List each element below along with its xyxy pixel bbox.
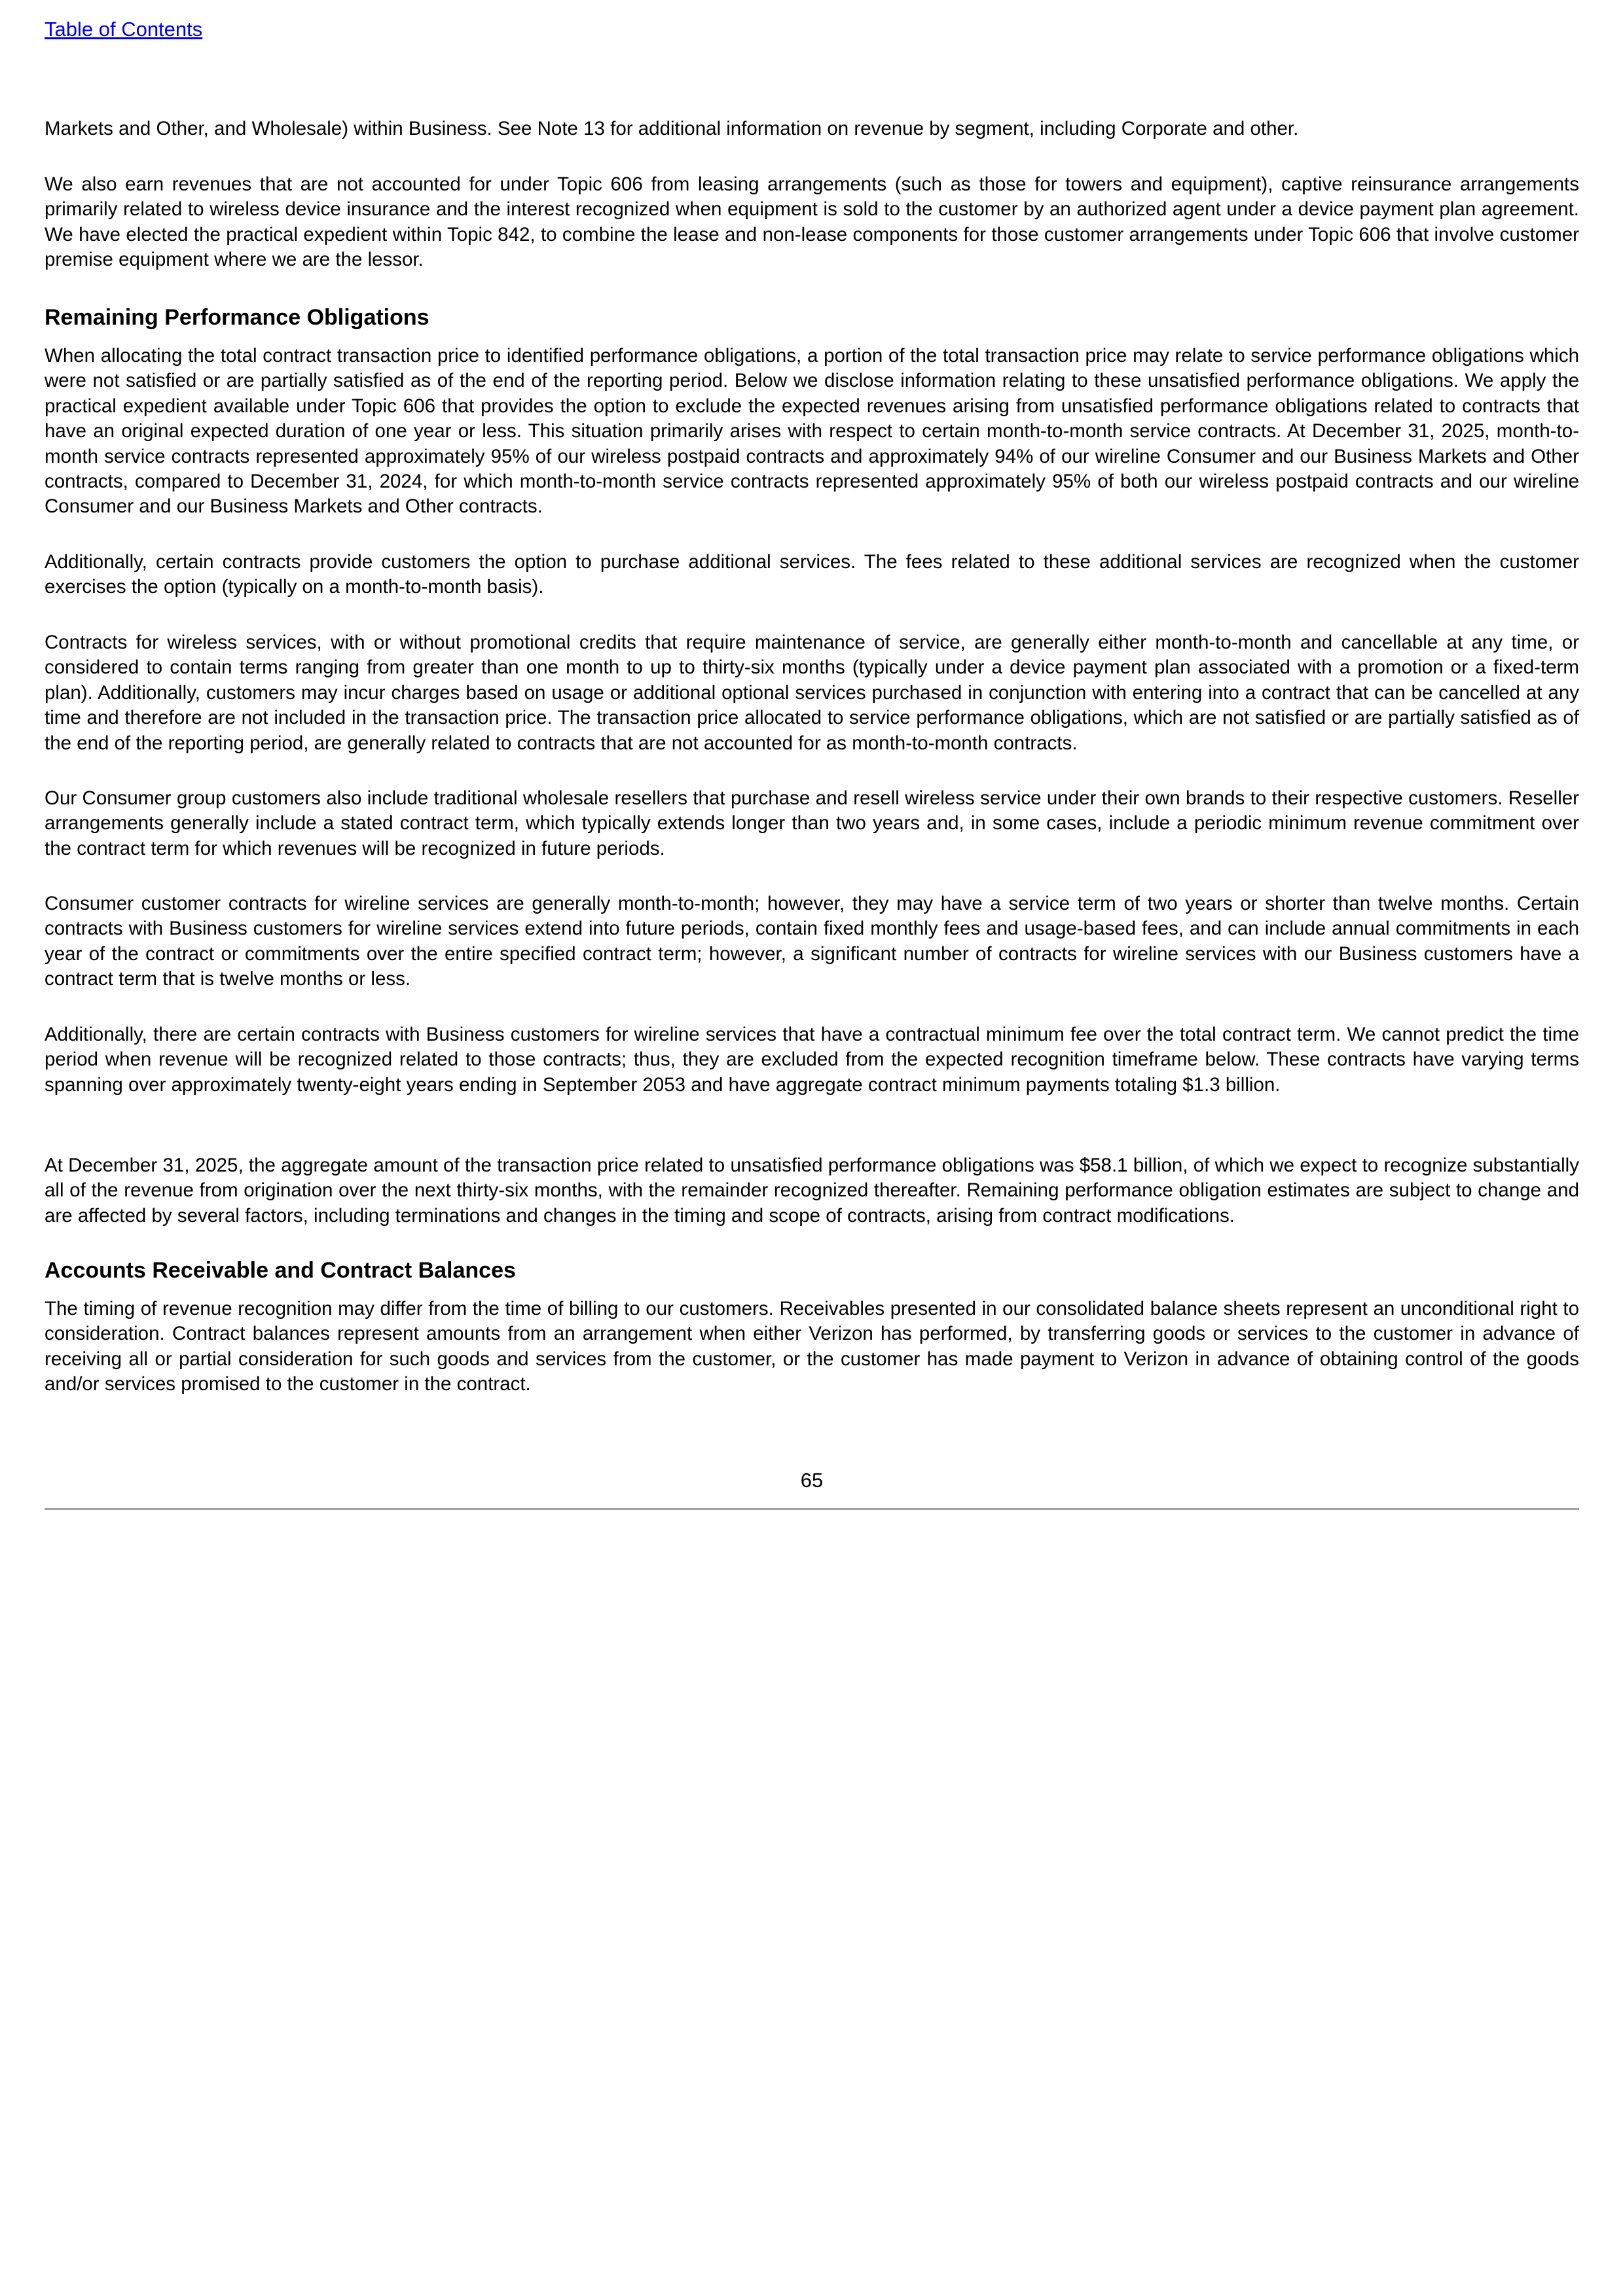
paragraph-non-topic-606-revenue: We also earn revenues that are not accounted for under Topic 606 from leasing arrangements (such as those for towers and equipment), captive reinsurance arrangements primarily related to wireless device insurance and the interest recognized when equipment is sold to the customer by an authorized agent under a device payment plan agreement. We have elected the practical expedient within Topic 842, to combine the lease and non-lease components for those customer arrangements under Topic 606 that involve customer premise equipment where we are the lessor. <box>45 173 1579 271</box>
paragraph-revenue-recognition-timing: The timing of revenue recognition may differ from the time of billing to our customers. Receivables presented in our consolidated balance sheets represent an unconditional right to consideration. Contract balances represent amounts from an arrangement when either Verizon has performed, by transferring goods or services to the customer in advance of receiving all or partial consideration for such goods and services from the customer, or the customer has made payment to Verizon in advance of obtaining control of the goods and/or services promised to the customer in the contract. <box>45 1298 1579 1395</box>
paragraph-aggregate-transaction-price: At December 31, 2025, the aggregate amount of the transaction price related to unsatisfied performance obligations was $58.1 billion, of which we expect to recognize substantially all of the revenue from origination over the next thirty-six months, with the remainder recognized thereafter. Remaining performance obligation estimates are subject to change and are affected by several factors, including terminations and changes in the timing and scope of contracts, arising from contract modifications. <box>45 1155 1579 1227</box>
paragraph-consumer-resellers: Our Consumer group customers also include traditional wholesale resellers that purchase and resell wireless service under their own brands to their respective customers. Reseller arrangements generally include a stated contract term, which typically extends longer than two years and, in some cases, include a periodic minimum revenue commitment over the contract term for which revenues will be recognized in future periods. <box>45 787 1579 859</box>
paragraph-wireline-contracts: Consumer customer contracts for wireline services are generally month-to-month; however, they may have a service term of two years or shorter than twelve months. Certain contracts with Business customers for wireline services extend into future periods, contain fixed monthly fees and usage-based fees, and can include annual commitments in each year of the contract or commitments over the entire specified contract term; however, a significant number of contracts for wireline services with our Business customers have a contract term that is twelve months or less. <box>45 893 1579 990</box>
table-of-contents-link[interactable]: Table of Contents <box>45 18 203 41</box>
paragraph-wireless-contracts: Contracts for wireless services, with or without promotional credits that require maintenance of service, are generally either month-to-month and cancellable at any time, or considered to contain terms ranging from greater than one month to up to thirty-six months (typically under a device payment plan associated with a promotion or a fixed-term plan). Additionally, customers may incur charges based on usage or additional optional services purchased in conjunction with entering into a contract that can be cancelled at any time and therefore are not included in the transaction price. The transaction price allocated to service performance obligations, which are not satisfied or are partially satisfied as of the end of the reporting period, are generally related to contracts that are not accounted for as month-to-month contracts. <box>45 632 1579 754</box>
paragraph-additional-services: Additionally, certain contracts provide customers the option to purchase additional services. The fees related to these additional services are recognized when the customer exercises the option (typically on a month-to-month basis). <box>45 551 1579 598</box>
paragraph-minimum-fee-contracts: Additionally, there are certain contracts with Business customers for wireline services that have a contractual minimum fee over the total contract term. We cannot predict the time period when revenue will be recognized related to those contracts; thus, they are excluded from the expected recognition timeframe below. These contracts have varying terms spanning over approximately twenty-eight years ending in September 2053 and have aggregate contract minimum payments totaling $1.3 billion. <box>45 1024 1579 1096</box>
heading-remaining-performance-obligations: Remaining Performance Obligations <box>45 305 429 330</box>
footer-divider <box>45 1508 1579 1510</box>
paragraph-allocating-transaction-price: When allocating the total contract transaction price to identified performance obligations, a portion of the total transaction price may relate to service performance obligations which were not satisfied or are partially satisfied as of the end of the reporting period. Below we disclose information relating to these unsatisfied performance obligations. We apply the practical expedient available under Topic 606 that provides the option to exclude the expected revenues arising from unsatisfied performance obligations related to contracts that have an original expected duration of one year or less. This situation primarily arises with respect to certain month-to-month service contracts. At December 31, 2025, month-to-month service contracts represented approximately 95% of our wireless postpaid contracts and approximately 94% of our wireline Consumer and our Business Markets and Other contracts, compared to December 31, 2024, for which month-to-month service contracts represented approximately 95% of both our wireless postpaid contracts and our wireline Consumer and our Business Markets and Other contracts. <box>45 345 1579 518</box>
paragraph-segment-note: Markets and Other, and Wholesale) within Business. See Note 13 for additional information on revenue by segment, including Corporate and other. <box>45 118 1299 139</box>
page-number: 65 <box>800 1469 824 1492</box>
heading-accounts-receivable-contract-balances: Accounts Receivable and Contract Balances <box>45 1258 516 1283</box>
